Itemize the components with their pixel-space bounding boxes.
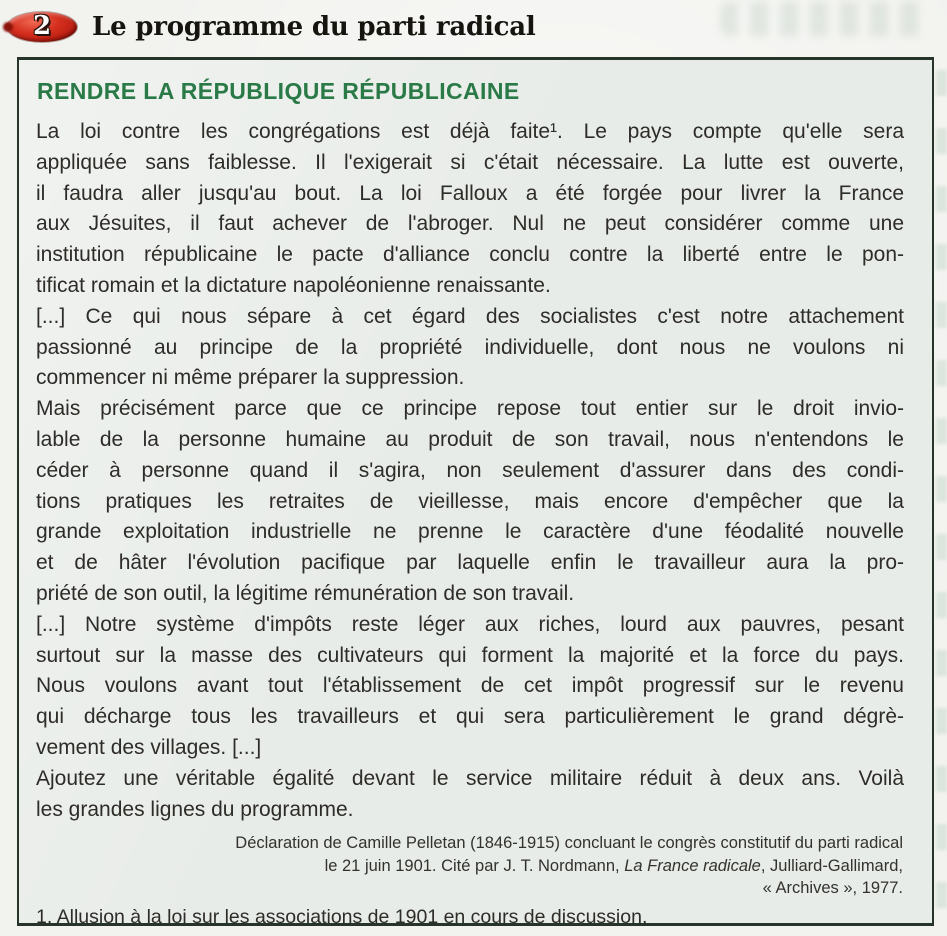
text-line: aux Jésuites, il faut achever de l'abroger. Nul ne peut considérer comme une xyxy=(36,212,904,236)
body-text xyxy=(36,117,904,825)
bleed-through-marks-right xyxy=(936,70,947,910)
source-text-box xyxy=(17,57,934,926)
text-line: priété de son outil, la légitime rémunération de son travail. xyxy=(36,581,575,605)
numbered-badge-icon xyxy=(7,12,77,42)
text-line: les grandes lignes du programme. xyxy=(36,797,354,821)
text-line: passionné au principe de la propriété individuelle, dont nous ne voulons ni xyxy=(36,335,904,359)
text-line: Ajoutez une véritable égalité devant le service militaire réduit à deux ans. Voilà xyxy=(36,766,904,790)
citation xyxy=(36,832,904,900)
text-line: appliquée sans faiblesse. Il l'exigerait si c'était nécessaire. La lutte est ouverte, xyxy=(36,150,904,174)
document-header xyxy=(7,12,536,42)
badge-number: 2 xyxy=(32,11,52,41)
page-title: Le programme du parti radical xyxy=(92,12,536,42)
bleed-through-marks-top xyxy=(720,2,930,36)
text-line: [...] Ce qui nous sépare à cet égard des socialistes c'est notre attachement xyxy=(36,304,904,328)
citation-line: « Archives », 1977. xyxy=(762,879,903,898)
citation-line: Déclaration de Camille Pelletan (1846-1915) concluant le congrès constitutif du parti radical xyxy=(235,834,903,853)
text-line: lable de la personne humaine au produit de son travail, nous n'entendons le xyxy=(36,427,904,451)
citation-text: , Julliard-Gallimard, xyxy=(760,856,903,875)
text-line: [...] Notre système d'impôts reste léger aux riches, lourd aux pauvres, pesant xyxy=(36,612,904,636)
text-line: tions pratiques les retraites de vieillesse, mais encore d'empêcher que la xyxy=(36,489,904,513)
footnote: 1. Allusion à la loi sur les associations de 1901 en cours de discussion. xyxy=(36,905,648,926)
citation-line xyxy=(36,855,903,878)
text-line: institution républicaine le pacte d'alliance conclu contre la liberté entre le pon- xyxy=(36,243,904,267)
box-heading: RENDRE LA RÉPUBLIQUE RÉPUBLICAINE xyxy=(37,78,520,104)
text-line: et de hâter l'évolution pacifique par laquelle enfin le travailleur aura la pro- xyxy=(36,551,904,575)
text-line: qui décharge tous les travailleurs et qui sera particulièrement le grand dégrè- xyxy=(36,705,904,729)
citation-text: le 21 juin 1901. Cité par J. T. Nordmann, xyxy=(324,856,625,875)
text-line: il faudra aller jusqu'au bout. La loi Falloux a été forgée pour livrer la France xyxy=(36,181,904,205)
text-line: commencer ni même préparer la suppression. xyxy=(36,366,465,390)
text-line: surtout sur la masse des cultivateurs qui forment la majorité et la force du pays. xyxy=(36,643,904,667)
text-line: Nous voulons avant tout l'établissement de cet impôt progressif sur le revenu xyxy=(36,674,904,698)
text-line: Mais précisément parce que ce principe repose tout entier sur le droit invio- xyxy=(36,397,904,421)
text-line: vement des villages. [...] xyxy=(36,735,262,759)
citation-work-title: La France radicale xyxy=(624,856,761,875)
text-line: grande exploitation industrielle ne prenne le caractère d'une féodalité nouvelle xyxy=(36,520,904,544)
text-line: tificat romain et la dictature napoléonienne renaissante. xyxy=(36,273,551,297)
text-line: La loi contre les congrégations est déjà faite¹. Le pays compte qu'elle sera xyxy=(36,120,904,143)
text-line: céder à personne quand il s'agira, non seulement d'assurer dans des condi- xyxy=(36,458,904,482)
